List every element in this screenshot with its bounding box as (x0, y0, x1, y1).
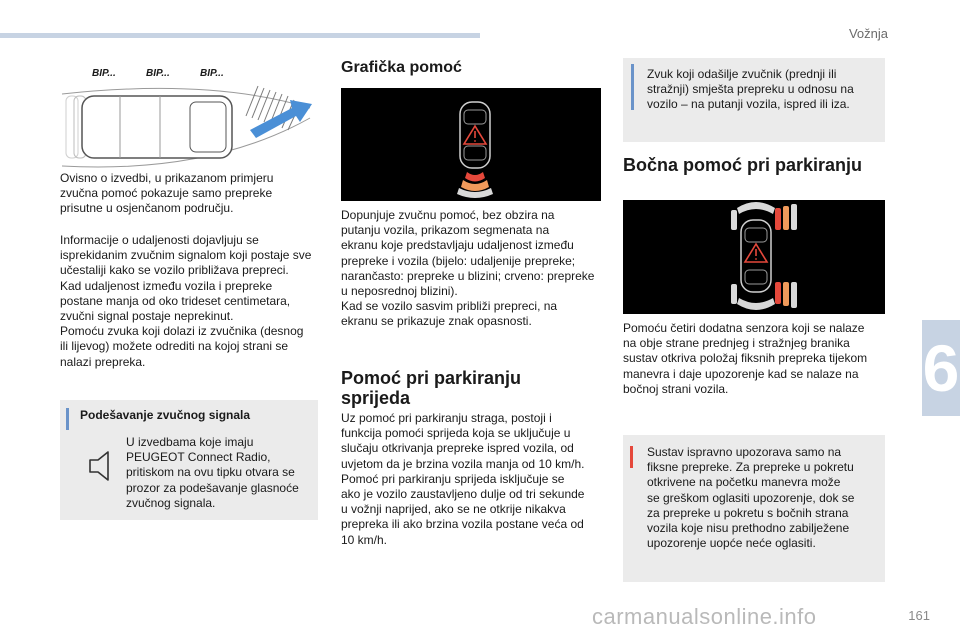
side-parking-text: Pomoću četiri dodatna senzora koji se nalaze na obje strane prednjeg i stražnjeg branika sustav otkriva položaj fiksnih prepreka tijekom manevra i daje upozorenje kad se nalaze na bočnoj strani vozila. (623, 321, 868, 396)
warning-text: Sustav ispravno upozorava samo na fiksne prepreke. Za prepreke u pokretu otkrivene na početku manevra može se greškom oglasiti upozorenje, dok se za prepreke u pokretu s bočnih strana vozila koje nisu prethodno zabilježene upozorenje uopće neće oglasiti. (647, 445, 855, 551)
graphic-aid-heading: Grafička pomoć (341, 59, 462, 76)
speaker-info-text: Zvuk koji odašilje zvučnik (prednji ili stražnji) smješta prepreku u odnosu na vozilo – na putanji vozila, ispred ili iza. (647, 67, 854, 112)
front-parking-heading-line1: Pomoć pri parkiranju (341, 368, 522, 388)
graphic-aid-display (341, 88, 601, 201)
side-parking-heading: Bočna pomoć pri parkiranju (623, 155, 863, 175)
col1-paragraph-2: Informacije o udaljenosti dojavljuju se isprekidanim zvučnim signalom koji postaje sve učestaliji kako se vozilo približava prepreci. Kad udaljenost između vozila i prepreke postane manja od oko trideset centimetara, zvučni signal postaje neprekinut. Pomoću zvuka koji dolazi iz zvučnika (desnog ili lijevog) možete odrediti na kojoj strani se nalazi prepreka. (60, 233, 312, 369)
header-rule (0, 33, 480, 38)
side-parking-display (623, 200, 885, 314)
info-marker (66, 408, 69, 430)
warning-marker (630, 446, 633, 468)
watermark: carmanualsonline.info (592, 604, 817, 629)
page-number: 161 (908, 608, 930, 623)
chapter-tab[interactable]: 6 (922, 320, 960, 416)
beep-label-3: BIP... (200, 68, 224, 79)
graphic-aid-text: Dopunjuje zvučnu pomoć, bez obzira na putanju vozila, prikazom segmenata na ekranu koje predstavljaju udaljenost između prepreke i vozila (bijelo: udaljenije prepreke; narančasto: prepreke u blizini; crveno: prepreke u neposrednoj blizini). Kad se vozilo sasvim približi prepreci, na ekranu se prikazuje znak opasnosti. (341, 208, 595, 329)
beep-label-1: BIP... (92, 68, 116, 79)
section-title: Vožnja (848, 26, 888, 41)
front-parking-heading-line2: sprijeda (341, 388, 411, 408)
col1-paragraph-1: Ovisno o izvedbi, u prikazanom primjeru zvučna pomoć pokazuje samo prepreke prisutne u osjenčanom području. (60, 171, 274, 216)
info-marker (631, 64, 634, 110)
sound-settings-text: U izvedbama koje imaju PEUGEOT Connect Radio, pritiskom na ovu tipku otvara se prozor za podešavanje glasnoće zvučnog signala. (126, 435, 299, 510)
front-parking-text: Uz pomoć pri parkiranju straga, postoji i funkcija pomoći sprijeda koja se uključuje u slučaju otkrivanja prepreke ispred vozila, od uvjetom da je brzina vozila manja od 10 km/h. Pomoć pri parkiranju sprijeda isključuje se ako je vozilo zaustavljeno dulje od tri sekunde u vožnji naprijed, ako se ne otkrije nikakva prepreka ili ako brzina vozila postane veća od 10 km/h. (341, 411, 585, 547)
sound-settings-title: Podešavanje zvučnog signala (80, 408, 251, 422)
beep-label-2: BIP... (146, 68, 170, 79)
speaker-icon[interactable] (86, 448, 116, 484)
